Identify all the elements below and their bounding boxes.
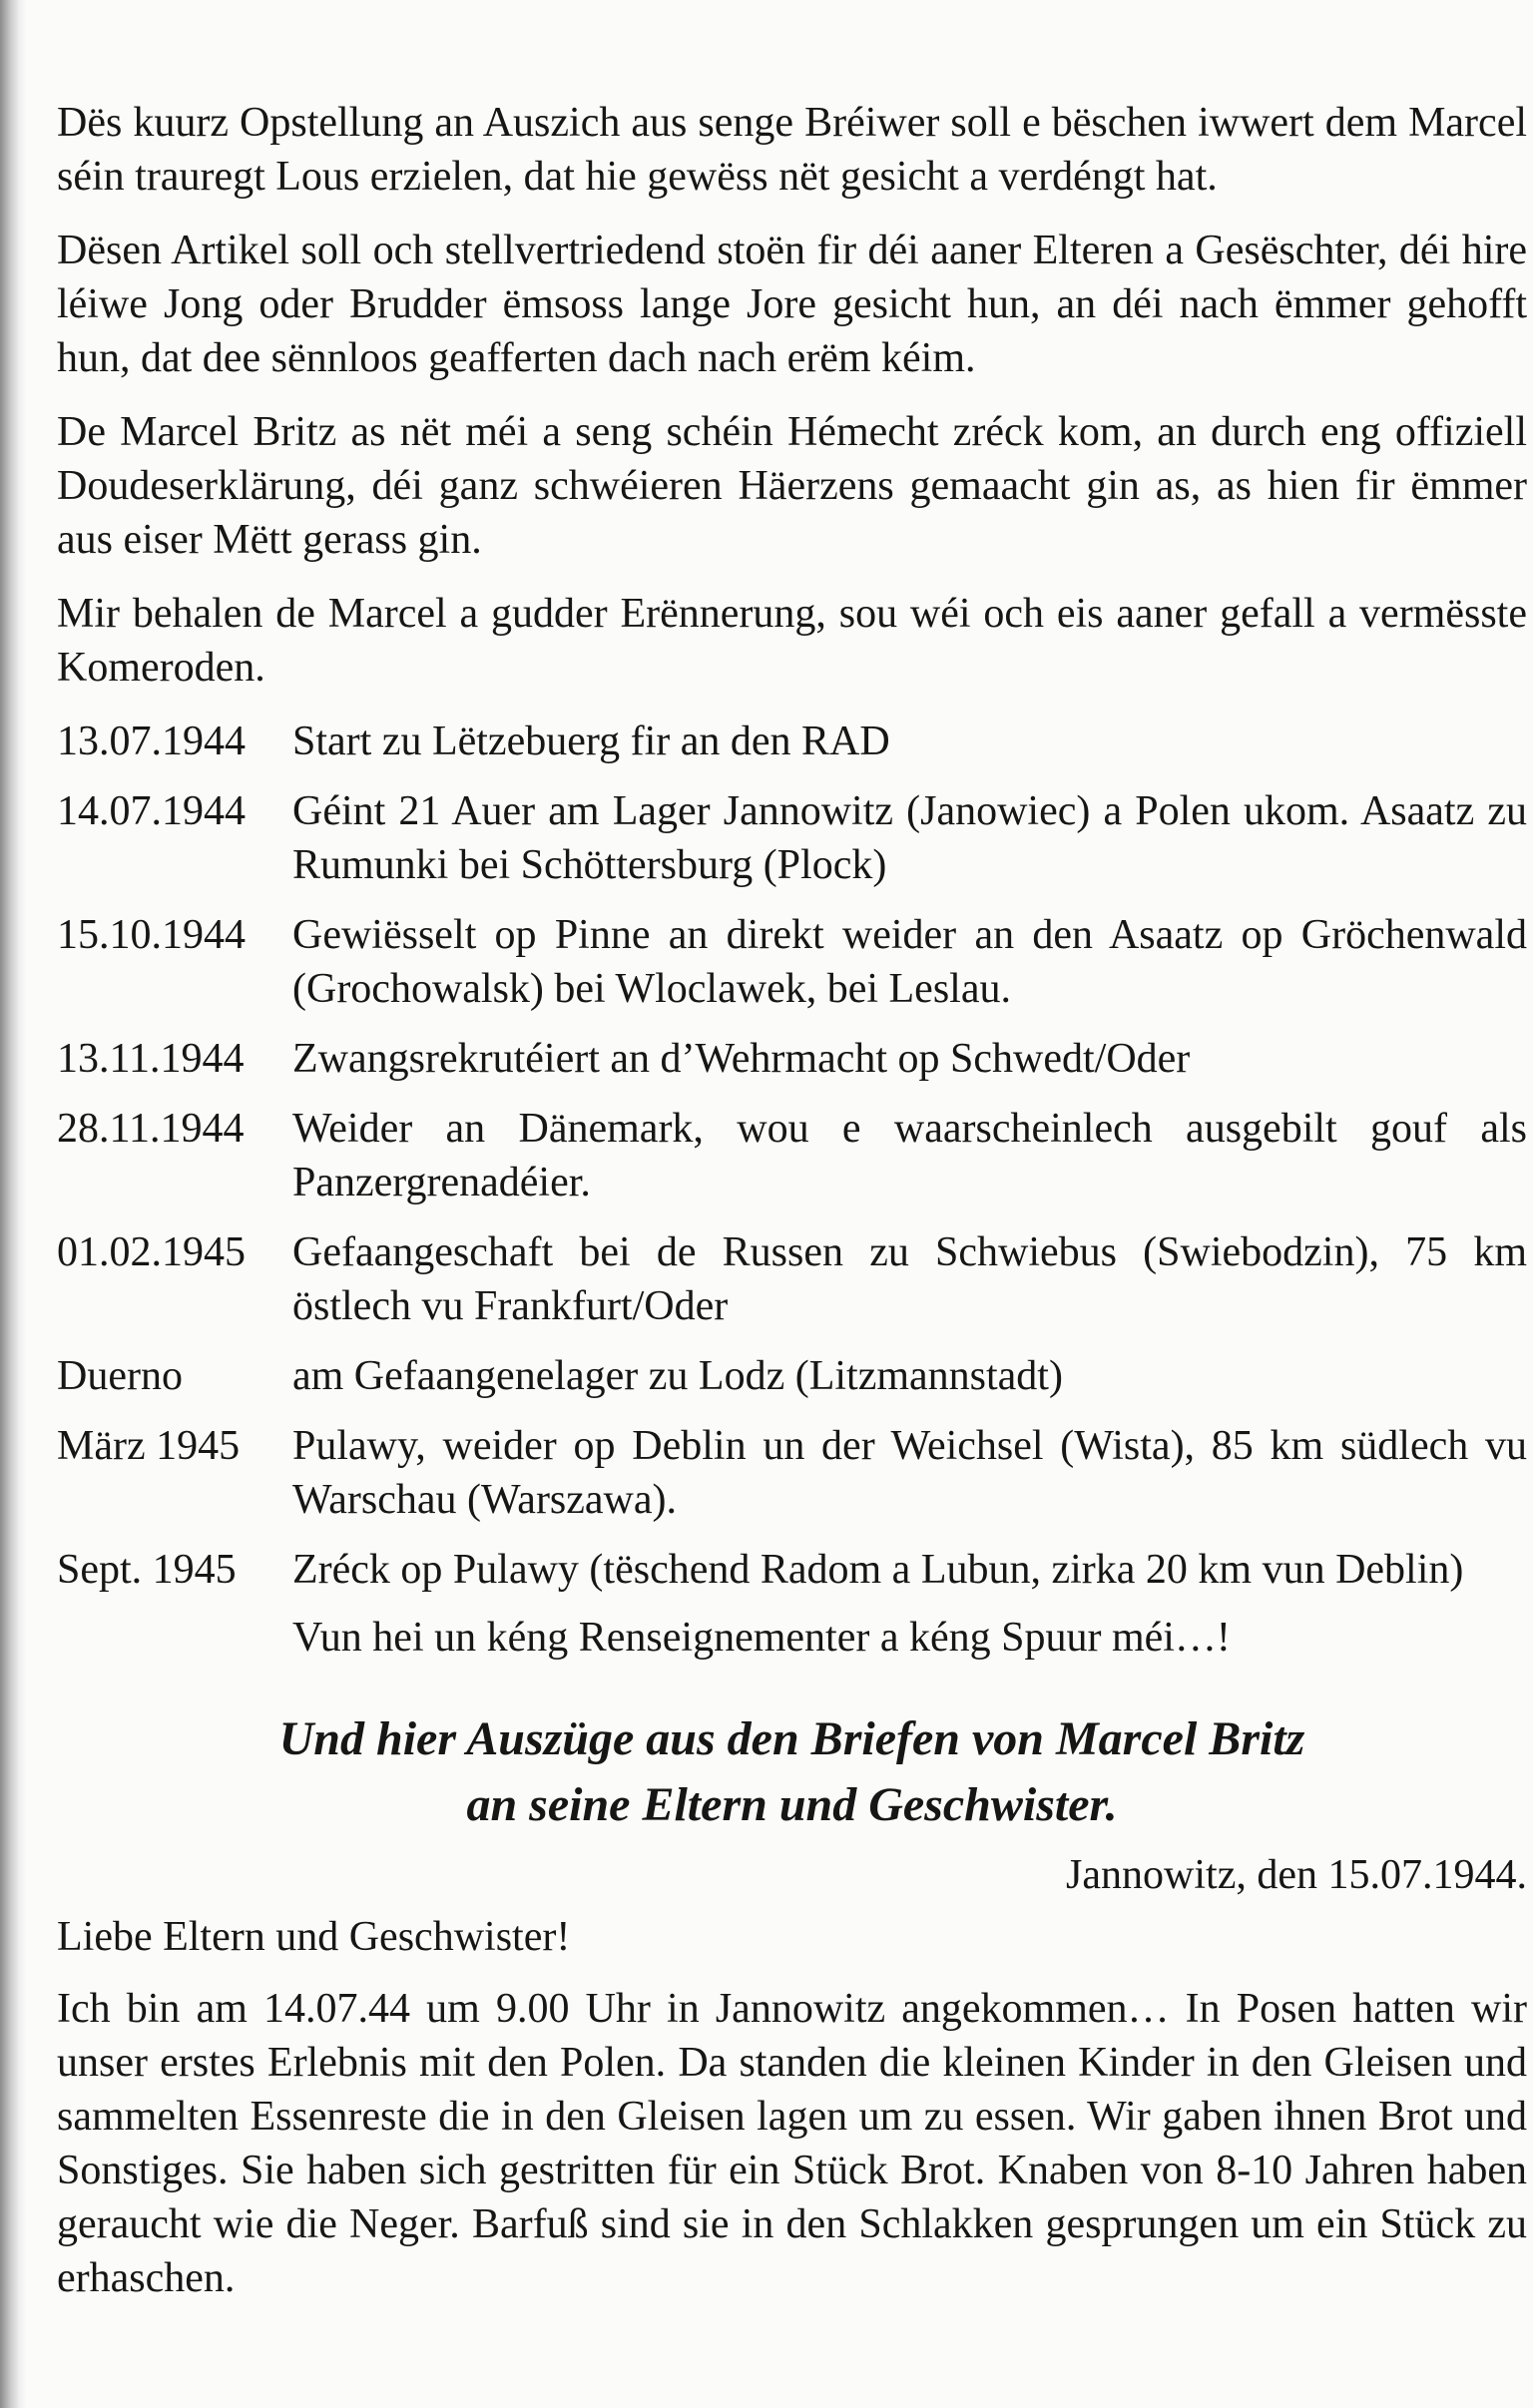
intro-section <box>57 96 1527 695</box>
timeline-entry <box>57 1543 1527 1597</box>
intro-paragraph-2: Dësen Artikel soll och stellvertriedend stoën fir déi aaner Elteren a Gesëschter, déi hire léiwe Jong oder Brudder ëmsoss lange Jore gesicht hun, an déi nach ëmmer gehofft hun, dat dee sënnloos geafferten dach nach erëm kéim. <box>57 228 1527 381</box>
timeline-entry <box>57 784 1527 892</box>
timeline-entry <box>57 1349 1527 1403</box>
timeline-closing-note: Vun hei un kéng Renseignementer a kéng Spuur méi…! <box>292 1615 1231 1661</box>
book-gutter-shadow <box>0 0 26 2408</box>
timeline-date: Duerno <box>57 1353 183 1399</box>
timeline-date: März 1945 <box>57 1423 241 1469</box>
document-page <box>57 96 1527 2305</box>
timeline-entry <box>57 715 1527 768</box>
timeline <box>57 715 1527 1665</box>
intro-paragraph-3: De Marcel Britz as nët méi a seng schéin Hémecht zréck kom, an durch eng offiziell Doudeserklärung, déi ganz schwéieren Häerzens gemaacht gin as, as hien fir ëmmer aus eiser Mëtt gerass gin. <box>57 409 1527 563</box>
timeline-date-empty <box>57 1611 292 1665</box>
timeline-entry <box>57 1225 1527 1333</box>
timeline-text: Gewiësselt op Pinne an direkt weider an den Asaatz op Gröchenwald (Grochowalsk) bei Wloclawek, bei Leslau. <box>292 912 1527 1012</box>
timeline-text: am Gefaangenelager zu Lodz (Litzmannstadt) <box>292 1353 1063 1399</box>
timeline-text: Zréck op Pulawy (tëschend Radom a Lubun, zirka 20 km vun Deblin) <box>292 1547 1464 1593</box>
timeline-date: 13.11.1944 <box>57 1036 245 1082</box>
letter-body: Ich bin am 14.07.44 um 9.00 Uhr in Jannowitz angekommen… In Posen hatten wir unser erstes Erlebnis mit den Polen. Da standen die kleinen Kinder in den Gleisen und sammelten Essenreste die in den Gleisen lagen um zu essen. Wir gaben ihnen Brot und Sonstiges. Sie haben sich gestritten für ein Stück Brot. Knaben von 8-10 Jahren haben geraucht wie die Neger. Barfuß sind sie in den Schlakken gesprungen um ein Stück zu erhaschen. <box>57 1986 1527 2301</box>
letter-section <box>57 1848 1527 2305</box>
timeline-text: Weider an Dänemark, wou e waarscheinlech ausgebilt gouf als Panzergrenadéier. <box>292 1106 1527 1205</box>
timeline-text: Pulawy, weider op Deblin un der Weichsel (Wista), 85 km südlech vu Warschau (Warszawa). <box>292 1423 1527 1523</box>
timeline-date: 28.11.1944 <box>57 1106 245 1152</box>
timeline-entry <box>57 1032 1527 1086</box>
timeline-date: 01.02.1945 <box>57 1229 246 1275</box>
letter-salutation: Liebe Eltern und Geschwister! <box>57 1914 571 1960</box>
timeline-date: Sept. 1945 <box>57 1547 237 1593</box>
letters-heading <box>57 1706 1527 1838</box>
timeline-date: 15.10.1944 <box>57 912 246 958</box>
timeline-entry <box>57 1419 1527 1527</box>
timeline-entry <box>57 1102 1527 1209</box>
intro-paragraph-1: Dës kuurz Opstellung an Auszich aus senge Bréiwer soll e bëschen iwwert dem Marcel séin trauregt Lous erzielen, dat hie gewëss nët gesicht a verdéngt hat. <box>57 100 1527 200</box>
timeline-text: Start zu Lëtzebuerg fir an den RAD <box>292 719 890 764</box>
intro-paragraph-4: Mir behalen de Marcel a gudder Erënnerung, sou wéi och eis aaner gefall a vermësste Komeroden. <box>57 591 1527 691</box>
timeline-date: 14.07.1944 <box>57 788 246 834</box>
timeline-text: Gefaangeschaft bei de Russen zu Schwiebus (Swiebodzin), 75 km östlech vu Frankfurt/Oder <box>292 1229 1527 1329</box>
timeline-date: 13.07.1944 <box>57 719 246 764</box>
letters-heading-line-2: an seine Eltern und Geschwister. <box>466 1778 1118 1831</box>
letter-dateline: Jannowitz, den 15.07.1944. <box>1066 1852 1527 1898</box>
letters-heading-line-1: Und hier Auszüge aus den Briefen von Marcel Britz <box>278 1712 1305 1765</box>
timeline-text: Géint 21 Auer am Lager Jannowitz (Janowiec) a Polen ukom. Asaatz zu Rumunki bei Schöttersburg (Plock) <box>292 788 1527 888</box>
timeline-entry <box>57 908 1527 1016</box>
timeline-closing-entry <box>57 1611 1527 1665</box>
timeline-text: Zwangsrekrutéiert an d’Wehrmacht op Schwedt/Oder <box>292 1036 1191 1082</box>
